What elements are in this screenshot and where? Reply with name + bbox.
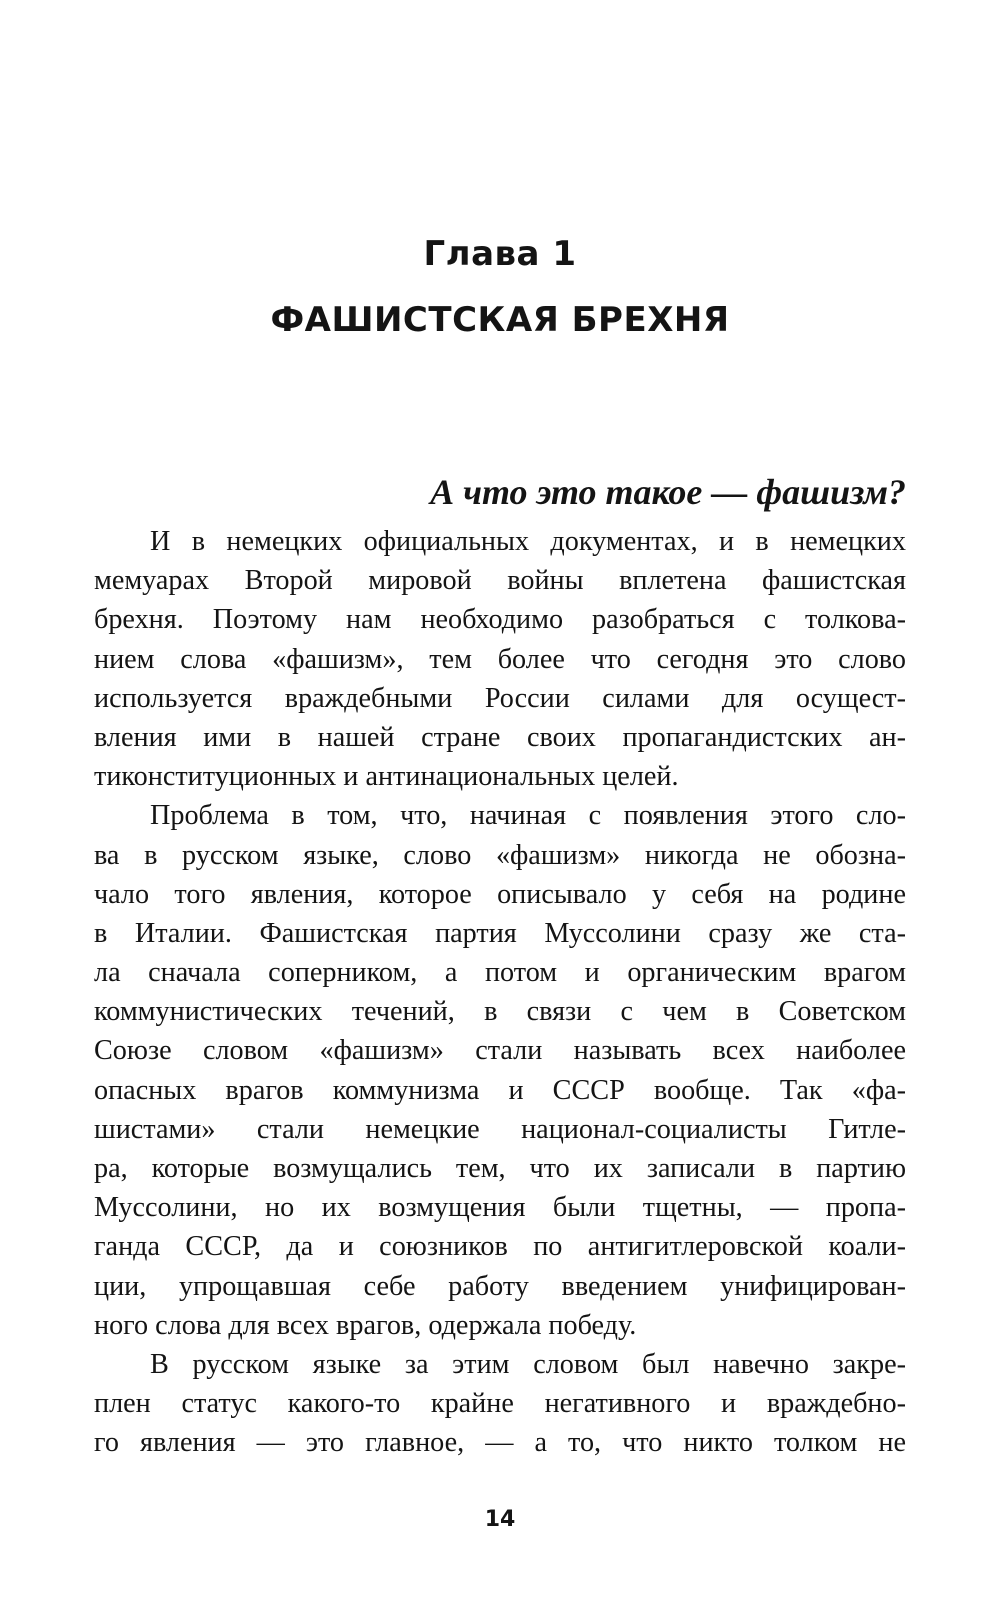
text-line: И в немецких официальных документах, и в немецких	[150, 526, 906, 557]
text-line: В русском языке за этим словом был навечно закре-	[150, 1348, 906, 1380]
chapter-title: ФАШИСТСКАЯ БРЕХНЯ	[270, 300, 730, 340]
text-line: шистами» стали немецкие национал-социалисты Гитле-	[94, 1113, 906, 1145]
text-line: нием слова «фашизм», тем более что сегодня это слово	[94, 643, 906, 675]
text-line: ва в русском языке, слово «фашизм» никогда не обозна-	[94, 839, 906, 871]
text-line: Муссолини, но их возмущения были тщетны, — пропа-	[94, 1192, 906, 1224]
text-line: плен статус какого-то крайне негативного и враждебно-	[94, 1388, 906, 1420]
text-line: мемуарах Второй мировой войны вплетена фашистская	[94, 565, 906, 597]
text-line: брехня. Поэтому нам необходимо разобраться с толкова-	[94, 604, 906, 636]
section-heading: А что это такое — фашизм?	[430, 472, 906, 512]
text-line: в Италии. Фашистская партия Муссолини сразу же ста-	[94, 917, 906, 949]
text-line: вления ими в нашей стране своих пропагандистских ан-	[94, 721, 906, 753]
text-line: опасных врагов коммунизма и СССР вообще. Так «фа-	[94, 1074, 906, 1106]
text-line: ганда СССР, да и союзников по антигитлеровской коали-	[94, 1231, 906, 1263]
text-line: ра, которые возмущались тем, что их записали в партию	[94, 1153, 906, 1184]
text-line: ла сначала соперником, а потом и органическим врагом	[94, 957, 906, 989]
page-number: 14	[484, 1507, 516, 1532]
text-line: используется враждебными России силами для осущест-	[94, 682, 906, 714]
text-line: го явления — это главное, — а то, что никто толком не	[94, 1427, 906, 1459]
text-line: ции, упрощавшая себе работу введением унифицирован-	[94, 1270, 906, 1302]
text-line: Проблема в том, что, начиная с появления этого сло-	[150, 800, 906, 832]
text-line: ного слова для всех врагов, одержала победу.	[94, 1309, 637, 1341]
text-line: Союзе словом «фашизм» стали называть всех наиболее	[94, 1035, 906, 1067]
text-line: чало того явления, которое описывало у себя на родине	[94, 878, 906, 910]
text-line: тиконституционных и антинациональных целей.	[94, 761, 679, 793]
text-line: коммунистических течений, в связи с чем в Советском	[94, 996, 906, 1028]
body-text	[94, 522, 906, 1463]
chapter-number: Глава 1	[423, 234, 577, 274]
